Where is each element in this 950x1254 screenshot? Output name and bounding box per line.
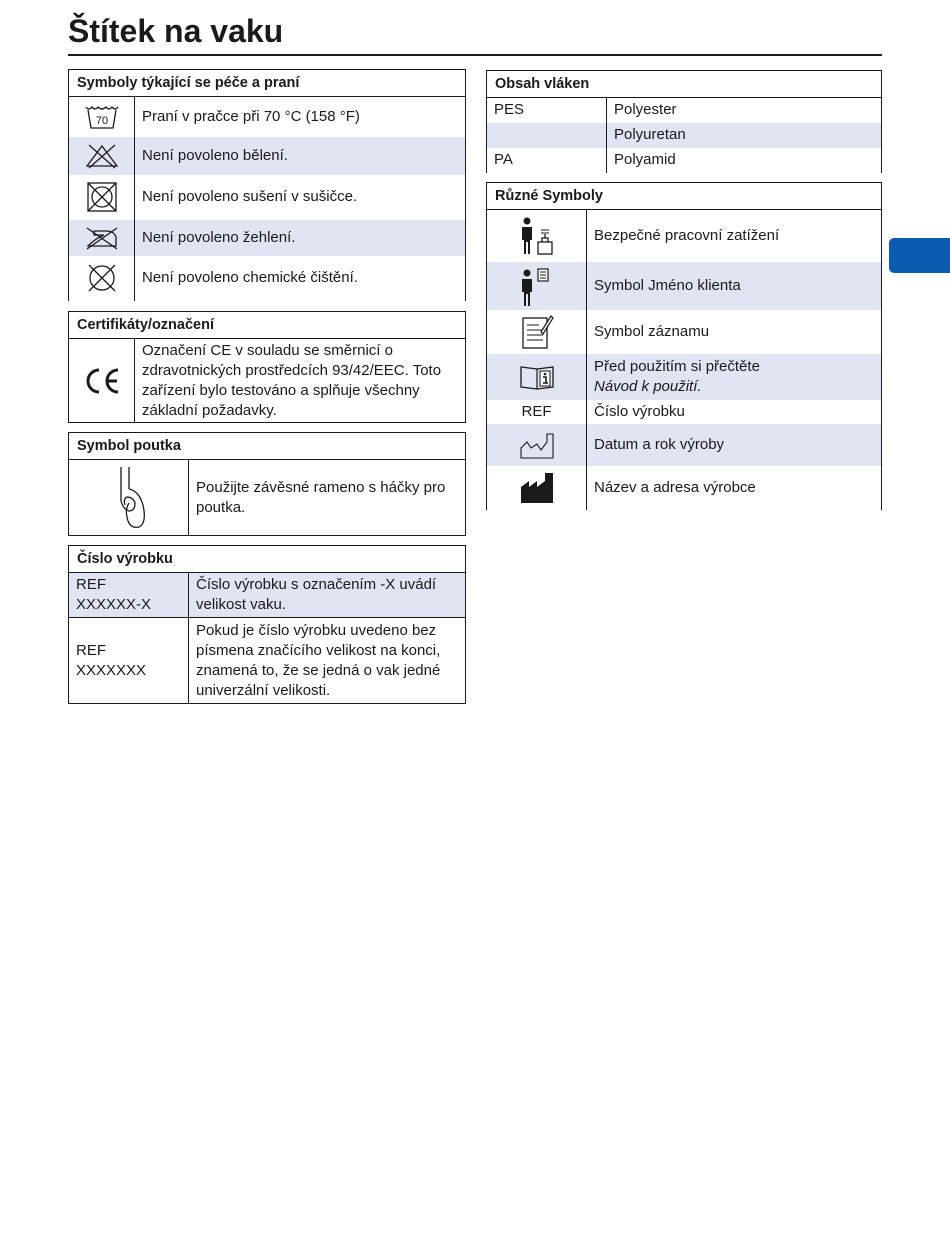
- table-row: [487, 466, 882, 510]
- care-text: Není povoleno chemické čištění.: [135, 256, 466, 301]
- safe-working-load-icon: [487, 210, 587, 262]
- table-row: [69, 339, 466, 423]
- care-text: Není povoleno bělení.: [135, 137, 466, 175]
- loop-symbol-table: [68, 432, 466, 536]
- no-bleach-icon: [69, 137, 135, 175]
- fiber-name: Polyuretan: [607, 123, 882, 148]
- various-symbols-heading: Různé Symboly: [487, 183, 882, 210]
- table-row: [487, 123, 882, 148]
- manufacture-date-icon: [487, 424, 587, 466]
- fiber-code: PA: [487, 148, 607, 173]
- instructions-icon: [487, 354, 587, 400]
- table-row: [69, 220, 466, 256]
- page-title: Štítek na vaku: [68, 13, 284, 49]
- fiber-name: Polyamid: [607, 148, 882, 173]
- manufacturer-icon: [487, 466, 587, 510]
- fiber-name: Polyester: [607, 98, 882, 123]
- symbol-description: Datum a rok výroby: [587, 424, 882, 466]
- table-row: [69, 618, 466, 704]
- loop-description: Použijte závěsné rameno s háčky pro poutka.: [189, 460, 466, 536]
- product-description: Pokud je číslo výrobku uvedeno bez písmena značícího velikost na konci, znamená to, že se jedná o vak jedné univerzální velikosti.: [189, 618, 466, 704]
- symbol-description: Název a adresa výrobce: [587, 466, 882, 510]
- table-row: [487, 148, 882, 173]
- svg-text:70: 70: [95, 114, 108, 127]
- table-row: [69, 97, 466, 137]
- product-number-table: [68, 545, 466, 704]
- fiber-content-heading: Obsah vláken: [487, 71, 882, 98]
- title-divider: [68, 54, 882, 56]
- no-tumble-dry-icon: [69, 175, 135, 220]
- various-symbols-table: [486, 182, 882, 510]
- care-text: Praní v pračce při 70 °C (158 °F): [135, 97, 466, 137]
- no-dry-clean-icon: [69, 256, 135, 301]
- loop-symbol-heading: Symbol poutka: [69, 433, 466, 460]
- hanger-hook-icon: [69, 460, 189, 536]
- symbol-description: Symbol Jméno klienta: [587, 262, 882, 310]
- no-iron-icon: [69, 220, 135, 256]
- table-row: [487, 424, 882, 466]
- ce-description: Označení CE v souladu se směrnicí o zdravotnických prostředcích 93/42/EEC. Toto zařízení bylo testováno a splňuje všechny základní požadavky.: [135, 339, 466, 423]
- symbol-description: Symbol záznamu: [587, 310, 882, 354]
- certificates-table: [68, 311, 466, 423]
- table-row: [487, 354, 882, 400]
- table-row: [69, 175, 466, 220]
- record-icon: [487, 310, 587, 354]
- table-row: [69, 256, 466, 301]
- table-row: [69, 137, 466, 175]
- fiber-code: PES: [487, 98, 607, 123]
- care-text: Není povoleno žehlení.: [135, 220, 466, 256]
- ce-mark-icon: [69, 339, 135, 423]
- table-row: [69, 460, 466, 536]
- care-symbols-table: [68, 69, 466, 301]
- product-description: Číslo výrobku s označením -X uvádí velikost vaku.: [189, 573, 466, 618]
- instructions-italic: Návod k použití.: [594, 377, 702, 395]
- ref-label: REF: [487, 400, 587, 424]
- fiber-content-table: [486, 70, 882, 173]
- product-number-heading: Číslo výrobku: [69, 546, 466, 573]
- fiber-code: [487, 123, 607, 148]
- table-row: [487, 310, 882, 354]
- section-tab: [889, 238, 950, 273]
- client-name-icon: [487, 262, 587, 310]
- table-row: [487, 262, 882, 310]
- care-symbols-heading: Symboly týkající se péče a praní: [69, 70, 466, 97]
- instructions-line: Před použitím si přečtěte: [594, 357, 760, 375]
- wash-70-icon: [69, 97, 135, 137]
- symbol-description: Číslo výrobku: [587, 400, 882, 424]
- table-row: [487, 98, 882, 123]
- product-code: REF XXXXXX-X: [69, 573, 189, 618]
- table-row: [69, 573, 466, 618]
- certificates-heading: Certifikáty/označení: [69, 312, 466, 339]
- product-code: REF XXXXXXX: [69, 618, 189, 704]
- table-row: [487, 400, 882, 424]
- symbol-description: [587, 354, 882, 400]
- symbol-description: Bezpečné pracovní zatížení: [587, 210, 882, 262]
- care-text: Není povoleno sušení v sušičce.: [135, 175, 466, 220]
- table-row: [487, 210, 882, 262]
